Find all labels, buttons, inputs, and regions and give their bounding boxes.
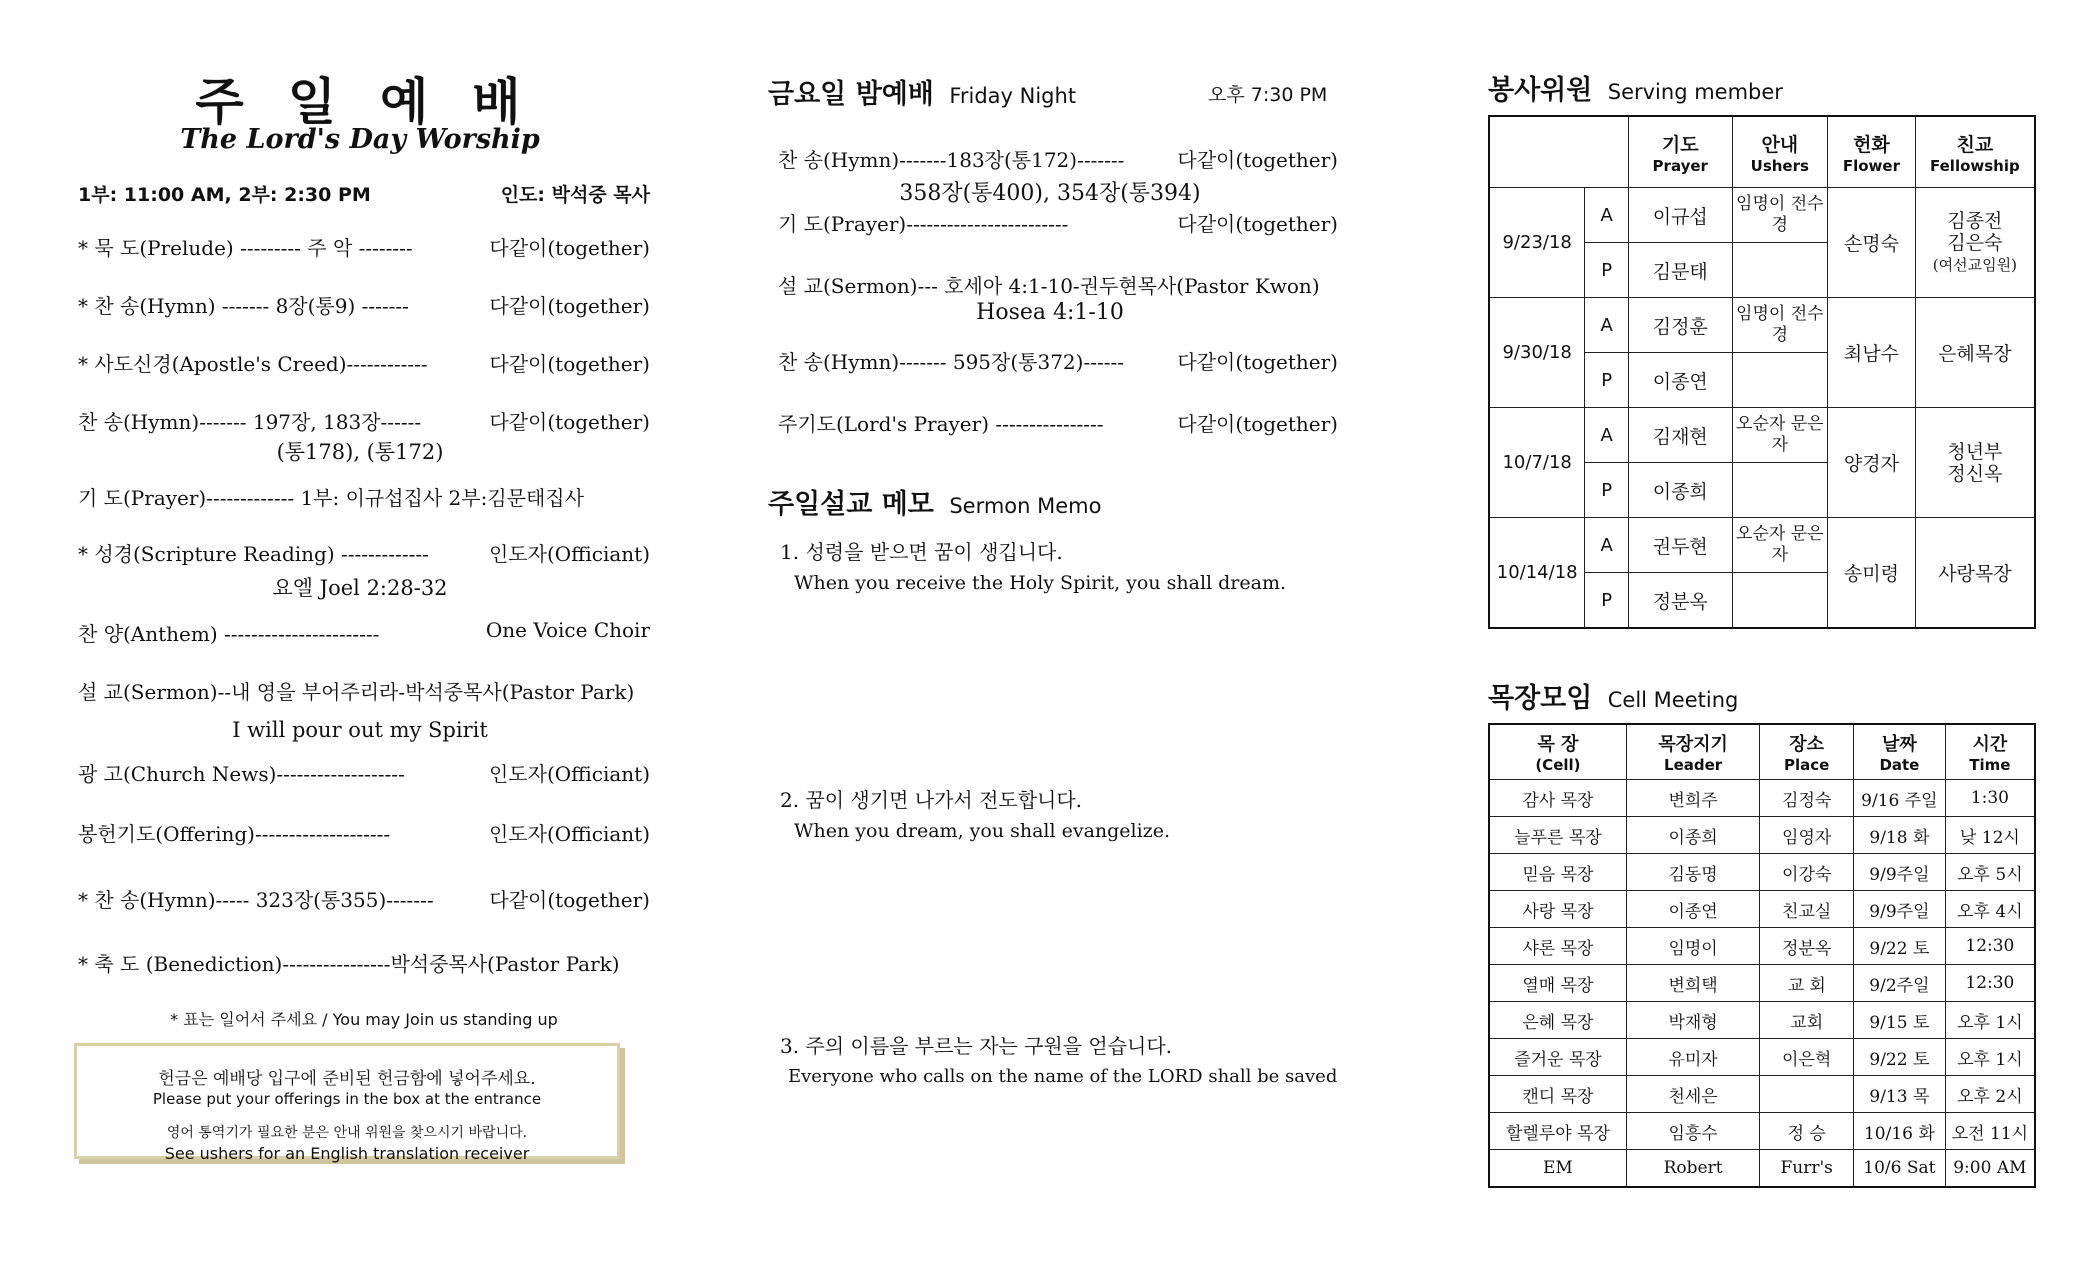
cell-leader: 유미자	[1626, 1039, 1759, 1076]
cell-title-ko: 목장모임	[1488, 683, 1593, 714]
cell-leader: 임명이	[1626, 928, 1759, 965]
order-item-leader: 인도자(Officiant)	[488, 822, 650, 846]
friday-item	[778, 208, 1338, 237]
cell-table	[1488, 723, 2036, 1188]
cell-name: 사랑 목장	[1489, 891, 1626, 928]
serving-a-label: A	[1585, 518, 1629, 573]
service-times: 1부: 11:00 AM, 2부: 2:30 PM	[78, 184, 371, 206]
table-row	[1489, 891, 2035, 928]
order-item-leader: 다같이(together)	[489, 888, 650, 912]
order-item-label: * 찬 송(Hymn) ------- 8장(통9) -------	[78, 294, 409, 318]
offering-notice-ko: 헌금은 예배당 입구에 준비된 헌금함에 넣어주세요.	[158, 1069, 536, 1089]
order-item	[78, 618, 650, 647]
cell-place: 정분옥	[1760, 928, 1854, 965]
cell-place: 교 회	[1760, 965, 1854, 1002]
offering-notice-en: Please put your offerings in the box at the entrance	[152, 1090, 542, 1108]
order-item-label: 광 고(Church News)-------------------	[78, 762, 405, 786]
sermon-title-en: I will pour out my Spirit	[232, 718, 488, 742]
cell-place: 친교실	[1760, 891, 1854, 928]
table-row	[1489, 1113, 2035, 1150]
cell-time: 오후 1시	[1945, 1039, 2035, 1076]
cell-leader: 박재형	[1626, 1002, 1759, 1039]
serving-row	[1489, 408, 2035, 463]
table-row	[1489, 1150, 2035, 1188]
order-item-label: * 찬 송(Hymn)----- 323장(통355)-------	[78, 888, 434, 912]
serving-p-label: P	[1585, 573, 1629, 629]
serving-flower: 송미령	[1828, 518, 1916, 629]
worship-column	[70, 0, 650, 1275]
cell-leader: 이종연	[1626, 891, 1759, 928]
table-row	[1489, 1039, 2035, 1076]
serving-empty	[1732, 243, 1828, 298]
cell-name: 믿음 목장	[1489, 854, 1626, 891]
serving-ushers: 오순자 문은자	[1732, 408, 1828, 463]
serving-fellowship-note: (여선교임원)	[1932, 256, 2017, 274]
order-item-label: * 축 도 (Benediction)----------------박석중목사(Pastor Park)	[78, 952, 620, 976]
order-item-leader: 다같이(together)	[489, 352, 650, 376]
serving-header-row	[1489, 116, 2035, 188]
cell-date: 9/2주일	[1854, 965, 1946, 1002]
cell-place: 김정숙	[1760, 780, 1854, 817]
order-item	[78, 232, 650, 261]
cell-time: 9:00 AM	[1945, 1150, 2035, 1188]
serving-fellowship-names: 청년부 정신옥	[1947, 440, 2003, 485]
serving-fellowship: 은혜목장	[1915, 298, 2035, 408]
friday-memo-column	[760, 0, 1380, 1275]
friday-item	[778, 408, 1338, 437]
cell-date: 9/16 주일	[1854, 780, 1946, 817]
cell-header-cell: 목 장 (Cell)	[1489, 724, 1626, 780]
serving-empty	[1732, 353, 1828, 408]
serving-fellowship	[1915, 188, 2035, 298]
cell-date: 9/13 목	[1854, 1076, 1946, 1113]
serving-p-prayer: 김문태	[1629, 243, 1732, 298]
friday-item-detail: 358장(통400), 354장(통394)	[899, 181, 1201, 206]
worship-leader: 인도: 박석중 목사	[500, 184, 650, 206]
order-item	[78, 948, 650, 977]
serving-a-label: A	[1585, 188, 1629, 243]
serving-header-date	[1489, 116, 1629, 188]
order-item	[78, 290, 650, 319]
cell-name: 은혜 목장	[1489, 1002, 1626, 1039]
friday-item	[778, 346, 1338, 375]
table-row	[1489, 817, 2035, 854]
cell-time: 12:30	[1945, 965, 2035, 1002]
cell-date: 9/18 화	[1854, 817, 1946, 854]
cell-place: 임영자	[1760, 817, 1854, 854]
cell-leader: 변희주	[1626, 780, 1759, 817]
friday-title-ko: 금요일 밤예배	[768, 79, 934, 110]
serving-a-prayer: 권두현	[1629, 518, 1732, 573]
serving-p-prayer: 이종희	[1629, 463, 1732, 518]
friday-item-detail: Hosea 4:1-10	[976, 300, 1124, 325]
memo-point-en: When you receive the Holy Spirit, you shall dream.	[794, 572, 1287, 594]
serving-header-flower: 헌화 Flower	[1828, 116, 1916, 188]
serving-p-label: P	[1585, 243, 1629, 298]
order-item	[78, 406, 650, 435]
friday-item	[778, 144, 1338, 173]
serving-title-en: Serving member	[1607, 80, 1783, 104]
cell-time: 오후 4시	[1945, 891, 2035, 928]
cell-name: 감사 목장	[1489, 780, 1626, 817]
cell-date: 9/15 토	[1854, 1002, 1946, 1039]
order-item-detail: 요엘 Joel 2:28-32	[272, 576, 448, 600]
order-item-label: 찬 송(Hymn)------- 197장, 183장------	[78, 410, 422, 434]
serving-row	[1489, 518, 2035, 573]
serving-date: 10/7/18	[1489, 408, 1585, 518]
cell-name: 샤론 목장	[1489, 928, 1626, 965]
serving-fellowship	[1915, 408, 2035, 518]
cell-place: Furr's	[1760, 1150, 1854, 1188]
serving-a-prayer: 김정훈	[1629, 298, 1732, 353]
order-item-leader: 다같이(together)	[489, 294, 650, 318]
memo-title	[768, 482, 1101, 521]
serving-title	[1488, 68, 1783, 107]
order-item-label: 기 도(Prayer)------------- 1부: 이규섭집사 2부:김문태집사	[78, 486, 584, 510]
table-row	[1489, 780, 2035, 817]
table-row	[1489, 965, 2035, 1002]
cell-place: 정 승	[1760, 1113, 1854, 1150]
order-item	[78, 348, 650, 377]
cell-time: 오후 1시	[1945, 1002, 2035, 1039]
cell-header-leader: 목장지기 Leader	[1626, 724, 1759, 780]
order-item	[78, 758, 650, 787]
order-item-label: * 묵 도(Prelude) --------- 주 악 --------	[78, 236, 413, 260]
cell-name: 늘푸른 목장	[1489, 817, 1626, 854]
cell-name: 즐거운 목장	[1489, 1039, 1626, 1076]
order-item-leader: One Voice Choir	[485, 618, 650, 642]
serving-p-prayer: 정분옥	[1629, 573, 1732, 629]
friday-item-leader: 다같이(together)	[1177, 148, 1338, 172]
order-item-leader: 인도자(Officiant)	[488, 542, 650, 566]
order-item-label: 설 교(Sermon)--내 영을 부어주리라-박석중목사(Pastor Park)	[78, 680, 635, 704]
cell-time: 낮 12시	[1945, 817, 2035, 854]
order-item	[78, 676, 650, 705]
memo-point-ko: 1. 성령을 받으면 꿈이 생깁니다.	[780, 540, 1063, 564]
serving-cell-column	[1488, 0, 2048, 1275]
order-item	[78, 482, 650, 511]
cell-name: EM	[1489, 1150, 1626, 1188]
cell-leader: 이종희	[1626, 817, 1759, 854]
friday-title	[768, 72, 1076, 111]
worship-title-ko: 주일예배	[195, 73, 565, 131]
cell-place: 이강숙	[1760, 854, 1854, 891]
serving-table	[1488, 115, 2036, 629]
cell-date: 9/9주일	[1854, 854, 1946, 891]
serving-header-prayer: 기도 Prayer	[1629, 116, 1732, 188]
serving-empty	[1732, 463, 1828, 518]
cell-name: 캔디 목장	[1489, 1076, 1626, 1113]
order-item-leader: 인도자(Officiant)	[488, 762, 650, 786]
memo-point-en: Everyone who calls on the name of the LORD shall be saved	[788, 1066, 1338, 1087]
cell-place: 교회	[1760, 1002, 1854, 1039]
cell-header-date: 날짜 Date	[1854, 724, 1946, 780]
memo-point-ko: 2. 꿈이 생기면 나가서 전도합니다.	[780, 788, 1083, 812]
cell-date: 10/6 Sat	[1854, 1150, 1946, 1188]
translation-notice-en: See ushers for an English translation receiver	[164, 1144, 530, 1163]
friday-item-label: 기 도(Prayer)------------------------	[778, 212, 1069, 236]
cell-leader: 천세은	[1626, 1076, 1759, 1113]
cell-time: 12:30	[1945, 928, 2035, 965]
memo-point-ko: 3. 주의 이름을 부르는 자는 구원을 얻습니다.	[780, 1034, 1173, 1058]
cell-leader: 김동명	[1626, 854, 1759, 891]
order-item	[78, 884, 650, 913]
serving-p-label: P	[1585, 353, 1629, 408]
cell-time: 1:30	[1945, 780, 2035, 817]
table-row	[1489, 1076, 2035, 1113]
order-item-detail: (통178), (통172)	[276, 440, 444, 464]
friday-item-label: 찬 송(Hymn)-------183장(통172)-------	[778, 148, 1125, 172]
friday-item-leader: 다같이(together)	[1177, 212, 1338, 236]
serving-a-label: A	[1585, 408, 1629, 463]
serving-date: 10/14/18	[1489, 518, 1585, 629]
translation-notice-ko: 영어 통역기가 필요한 분은 안내 위원을 찾으시기 바랍니다.	[166, 1125, 528, 1141]
cell-place: 이은혁	[1760, 1039, 1854, 1076]
friday-item	[778, 270, 1338, 299]
serving-ushers: 오순자 문은자	[1732, 518, 1828, 573]
serving-flower: 최남수	[1828, 298, 1916, 408]
memo-title-en: Sermon Memo	[949, 494, 1102, 518]
serving-a-prayer: 김재현	[1629, 408, 1732, 463]
serving-header-fellowship: 친교 Fellowship	[1915, 116, 2035, 188]
serving-row	[1489, 188, 2035, 243]
cell-date: 10/16 화	[1854, 1113, 1946, 1150]
serving-a-prayer: 이규섭	[1629, 188, 1732, 243]
order-item	[78, 818, 650, 847]
serving-date: 9/30/18	[1489, 298, 1585, 408]
standing-note: * 표는 일어서 주세요 / You may Join us standing up	[170, 1010, 558, 1029]
friday-item-leader: 다같이(together)	[1177, 350, 1338, 374]
cell-leader: Robert	[1626, 1150, 1759, 1188]
table-row	[1489, 1002, 2035, 1039]
cell-title-en: Cell Meeting	[1607, 688, 1739, 712]
friday-item-leader: 다같이(together)	[1177, 412, 1338, 436]
worship-title-en: The Lord's Day Worship	[180, 124, 540, 155]
friday-item-label: 설 교(Sermon)--- 호세아 4:1-10-권두현목사(Pastor Kwon)	[778, 274, 1320, 298]
serving-flower: 손명숙	[1828, 188, 1916, 298]
cell-date: 9/22 토	[1854, 1039, 1946, 1076]
friday-item-label: 주기도(Lord's Prayer) ----------------	[778, 412, 1104, 436]
friday-item-label: 찬 송(Hymn)------- 595장(통372)------	[778, 350, 1124, 374]
cell-header-place: 장소 Place	[1760, 724, 1854, 780]
cell-leader: 임흥수	[1626, 1113, 1759, 1150]
memo-title-ko: 주일설교 메모	[768, 489, 934, 520]
serving-fellowship-names: 김종전 김은숙	[1947, 210, 2003, 254]
serving-empty	[1732, 573, 1828, 629]
cell-date: 9/9주일	[1854, 891, 1946, 928]
cell-name: 할렐루야 목장	[1489, 1113, 1626, 1150]
cell-time: 오후 2시	[1945, 1076, 2035, 1113]
friday-time: 오후 7:30 PM	[1208, 84, 1328, 106]
cell-time: 오후 5시	[1945, 854, 2035, 891]
serving-row	[1489, 298, 2035, 353]
table-row	[1489, 928, 2035, 965]
order-item-leader: 다같이(together)	[489, 410, 650, 434]
serving-header-ushers: 안내 Ushers	[1732, 116, 1828, 188]
serving-fellowship: 사랑목장	[1915, 518, 2035, 629]
cell-title	[1488, 676, 1738, 715]
cell-date: 9/22 토	[1854, 928, 1946, 965]
serving-ushers: 임명이 전수경	[1732, 298, 1828, 353]
cell-header-time: 시간 Time	[1945, 724, 2035, 780]
serving-p-label: P	[1585, 463, 1629, 518]
order-item	[78, 538, 650, 567]
serving-flower: 양경자	[1828, 408, 1916, 518]
cell-leader: 변희택	[1626, 965, 1759, 1002]
cell-place	[1760, 1076, 1854, 1113]
serving-ushers: 임명이 전수경	[1732, 188, 1828, 243]
serving-title-ko: 봉사위원	[1488, 75, 1593, 106]
memo-point-en: When you dream, you shall evangelize.	[794, 820, 1171, 842]
order-item-label: 봉헌기도(Offering)--------------------	[78, 822, 391, 846]
table-row	[1489, 854, 2035, 891]
offering-notice-box	[74, 1043, 620, 1163]
cell-table-body	[1489, 780, 2035, 1188]
serving-a-label: A	[1585, 298, 1629, 353]
cell-time: 오전 11시	[1945, 1113, 2035, 1150]
order-item-leader: 다같이(together)	[489, 236, 650, 260]
order-item-label: * 성경(Scripture Reading) -------------	[78, 542, 429, 566]
friday-title-en: Friday Night	[949, 84, 1077, 108]
serving-p-prayer: 이종연	[1629, 353, 1732, 408]
worship-meta	[78, 180, 650, 207]
order-item-label: * 사도신경(Apostle's Creed)------------	[78, 352, 428, 376]
order-item-label: 찬 양(Anthem) -----------------------	[78, 622, 380, 646]
serving-date: 9/23/18	[1489, 188, 1585, 298]
cell-header-row	[1489, 724, 2035, 780]
cell-name: 열매 목장	[1489, 965, 1626, 1002]
